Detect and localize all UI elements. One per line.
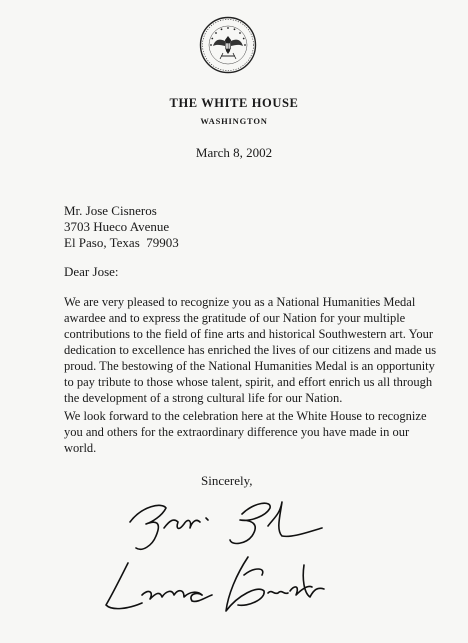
- paragraph-line: We are very pleased to recognize you as a National Humanities Medal: [64, 295, 416, 309]
- closing: Sincerely,: [201, 473, 253, 488]
- paragraph-line: proud. The bestowing of the National Humanities Medal is an opportunity: [64, 359, 435, 373]
- letterhead-title: THE WHITE HOUSE: [169, 96, 299, 110]
- recipient-name: Mr. Jose Cisneros: [64, 203, 157, 218]
- paragraph-line: We look forward to the celebration here at the White House to recognize: [64, 409, 427, 423]
- paragraph-line: dedication to excellence has enriched the lives of our citizens and made us: [64, 343, 437, 357]
- paragraph-line: world.: [64, 441, 97, 455]
- presidential-seal-icon: [199, 16, 257, 74]
- letterhead-city: WASHINGTON: [200, 116, 268, 126]
- letter-date: March 8, 2002: [195, 145, 273, 160]
- recipient-address: [64, 203, 179, 251]
- signature-laura-bush: [98, 545, 328, 625]
- paragraph-line: the development of a strong cultural life for our Nation.: [64, 391, 343, 405]
- body-paragraph-2: [64, 408, 429, 456]
- salutation: Dear Jose:: [64, 264, 119, 279]
- paragraph-line: awardee and to express the gratitude of our Nation for your multiple: [64, 311, 406, 325]
- paragraph-line: contributions to the field of fine arts and historical Southwestern art. Your: [64, 327, 434, 341]
- body-paragraph-1: [64, 294, 437, 406]
- paragraph-line: to pay tribute to those whose talent, spirit, and effort enrich us all through: [64, 375, 433, 389]
- recipient-street: 3703 Hueco Avenue: [64, 219, 170, 234]
- paragraph-line: you and others for the extraordinary difference you have made in our: [64, 425, 410, 439]
- recipient-city-line: El Paso, Texas 79903: [64, 235, 179, 250]
